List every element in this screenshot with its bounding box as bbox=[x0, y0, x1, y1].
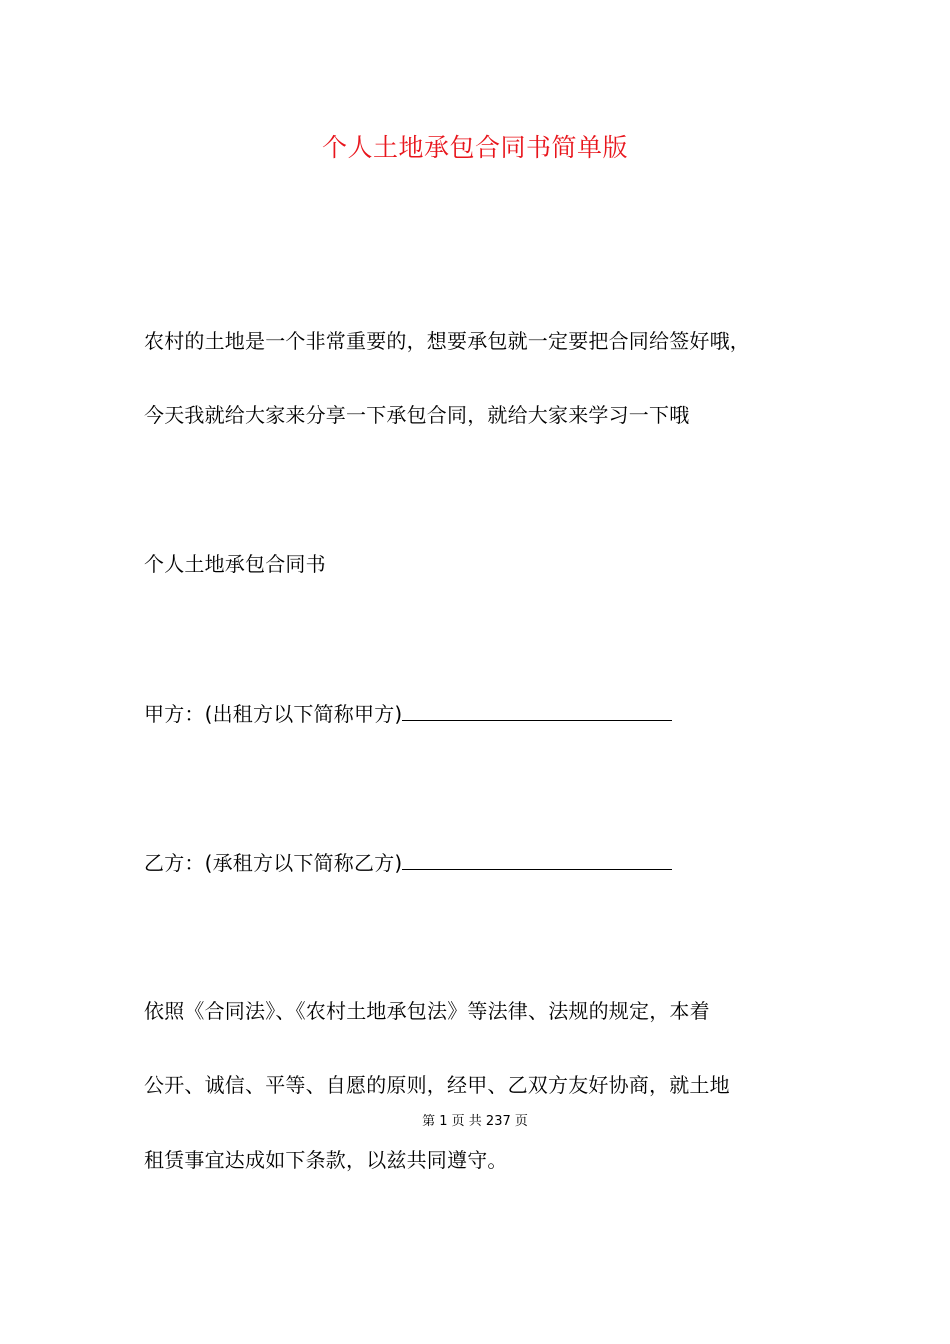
intro-line-1: 农村的土地是一个非常重要的，想要承包就一定要把合同给签好哦， bbox=[144, 329, 750, 353]
party-a-label: 甲方：(出租方以下简称甲方) bbox=[144, 702, 403, 726]
page-title: 个人土地承包合同书简单版 bbox=[321, 133, 628, 162]
party-a-line bbox=[144, 700, 672, 728]
body-line-2: 公开、诚信、平等、自愿的原则，经甲、乙双方友好协商，就土地 bbox=[144, 1073, 730, 1097]
contract-heading: 个人土地承包合同书 bbox=[144, 552, 326, 576]
page-footer bbox=[0, 1113, 950, 1131]
body-line-3: 租赁事宜达成如下条款，以兹共同遵守。 bbox=[144, 1148, 508, 1172]
party-a-blank-field bbox=[402, 700, 672, 721]
party-b-blank-field bbox=[402, 849, 672, 870]
party-b-line bbox=[144, 849, 672, 877]
intro-line-2: 今天我就给大家来分享一下承包合同，就给大家来学习一下哦 bbox=[144, 403, 690, 427]
page-number: 第 1 页 共 237 页 bbox=[422, 1114, 528, 1129]
body-line-1: 依照《合同法》、《农村土地承包法》等法律、法规的规定，本着 bbox=[144, 999, 710, 1023]
party-b-label: 乙方：(承租方以下简称乙方) bbox=[144, 851, 403, 875]
